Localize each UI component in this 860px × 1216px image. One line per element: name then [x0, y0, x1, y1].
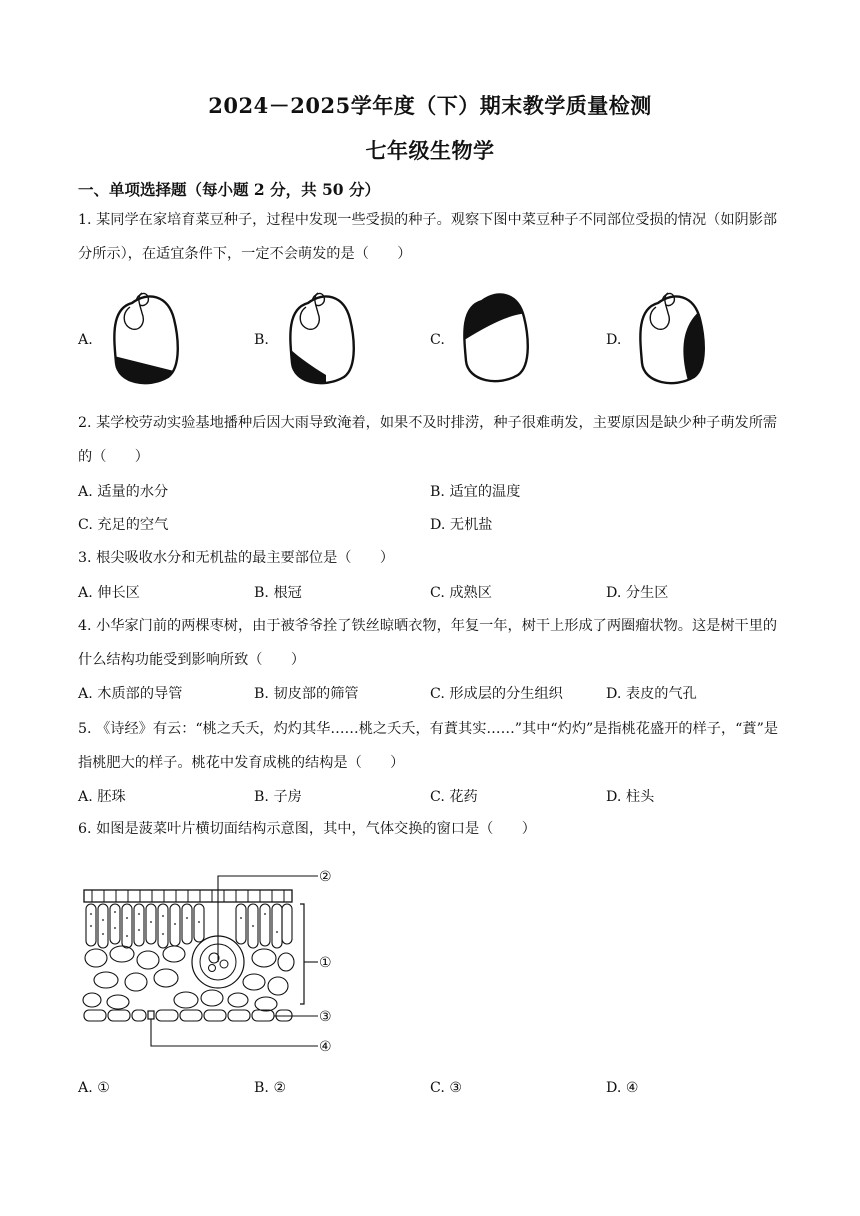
option-5a: A. 胚珠	[78, 789, 126, 805]
page-subtitle: 七年级生物学	[365, 138, 495, 163]
option-5c: C. 花药	[430, 789, 478, 805]
seed-figure-c	[452, 283, 532, 389]
page-title: 2024－2025学年度（下）期末教学质量检测	[208, 93, 652, 118]
option-3a: A. 伸长区	[78, 585, 140, 601]
figure-label-2: ②	[319, 869, 332, 885]
option-5b: B. 子房	[254, 789, 302, 805]
question-text: 某学校劳动实验基地播种后因大雨导致淹着，如果不及时排涝，种子很难萌发，主要原因是缺少种子萌发所需的（ ）	[78, 415, 778, 465]
leaf-cross-section-figure	[78, 862, 348, 1062]
question-text: 某同学在家培育菜豆种子，过程中发现一些受损的种子。观察下图中菜豆种子不同部位受损的情况（如阴影部分所示），在适宜条件下，一定不会萌发的是（ ）	[78, 212, 778, 262]
figure-label-3: ③	[319, 1009, 332, 1025]
question-number: 5.	[78, 721, 92, 737]
option-6c: C. ③	[430, 1080, 463, 1096]
option-5d: D. 柱头	[606, 789, 655, 805]
option-2d: D. 无机盐	[430, 517, 493, 533]
seed-figure-d	[628, 285, 708, 389]
option-2b: B. 适宜的温度	[430, 484, 521, 500]
question-text: 根尖吸收水分和无机盐的最主要部位是（ ）	[96, 550, 395, 566]
option-4b: B. 韧皮部的筛管	[254, 686, 359, 702]
question-4	[78, 609, 783, 677]
option-4d: D. 表皮的气孔	[606, 686, 697, 702]
figure-label-4: ④	[319, 1039, 332, 1055]
question-number: 1.	[78, 212, 92, 228]
option-4a: A. 木质部的导管	[78, 686, 183, 702]
question-3	[78, 541, 783, 575]
question-5	[78, 712, 783, 780]
option-1d: D.	[606, 332, 622, 348]
option-6a: A. ①	[78, 1080, 110, 1096]
question-text: 小华家门前的两棵枣树，由于被爷爷拴了铁丝晾晒衣物，年复一年，树干上形成了两圈瘤状物。这是树干里的什么结构功能受到影响所致（ ）	[78, 618, 778, 668]
option-6d: D. ④	[606, 1080, 639, 1096]
option-3c: C. 成熟区	[430, 585, 492, 601]
question-number: 4.	[78, 618, 92, 634]
option-1b: B.	[254, 332, 269, 348]
question-text: 《诗经》有云：“桃之夭夭，灼灼其华……桃之夭夭，有蕡其实……”其中“灼灼”是指桃花盛开的样子，“蕡”是指桃肥大的样子。桃花中发育成桃的结构是（ ）	[78, 721, 779, 771]
question-number: 6.	[78, 821, 92, 837]
question-number: 2.	[78, 415, 92, 431]
section-heading: 一、单项选择题（每小题 2 分，共 50 分）	[78, 180, 380, 199]
option-2a: A. 适量的水分	[78, 484, 169, 500]
figure-label-1: ①	[319, 955, 332, 971]
question-number: 3.	[78, 550, 92, 566]
option-1c: C.	[430, 332, 445, 348]
option-3b: B. 根冠	[254, 585, 302, 601]
option-6b: B. ②	[254, 1080, 287, 1096]
seed-figure-a	[102, 285, 182, 389]
option-2c: C. 充足的空气	[78, 517, 169, 533]
option-4c: C. 形成层的分生组织	[430, 686, 563, 702]
seed-figure-b	[278, 285, 358, 389]
option-1a: A.	[78, 332, 93, 348]
question-6	[78, 812, 783, 846]
question-1	[78, 203, 783, 271]
option-3d: D. 分生区	[606, 585, 669, 601]
question-2	[78, 406, 783, 474]
question-text: 如图是菠菜叶片横切面结构示意图，其中，气体交换的窗口是（ ）	[96, 821, 536, 837]
